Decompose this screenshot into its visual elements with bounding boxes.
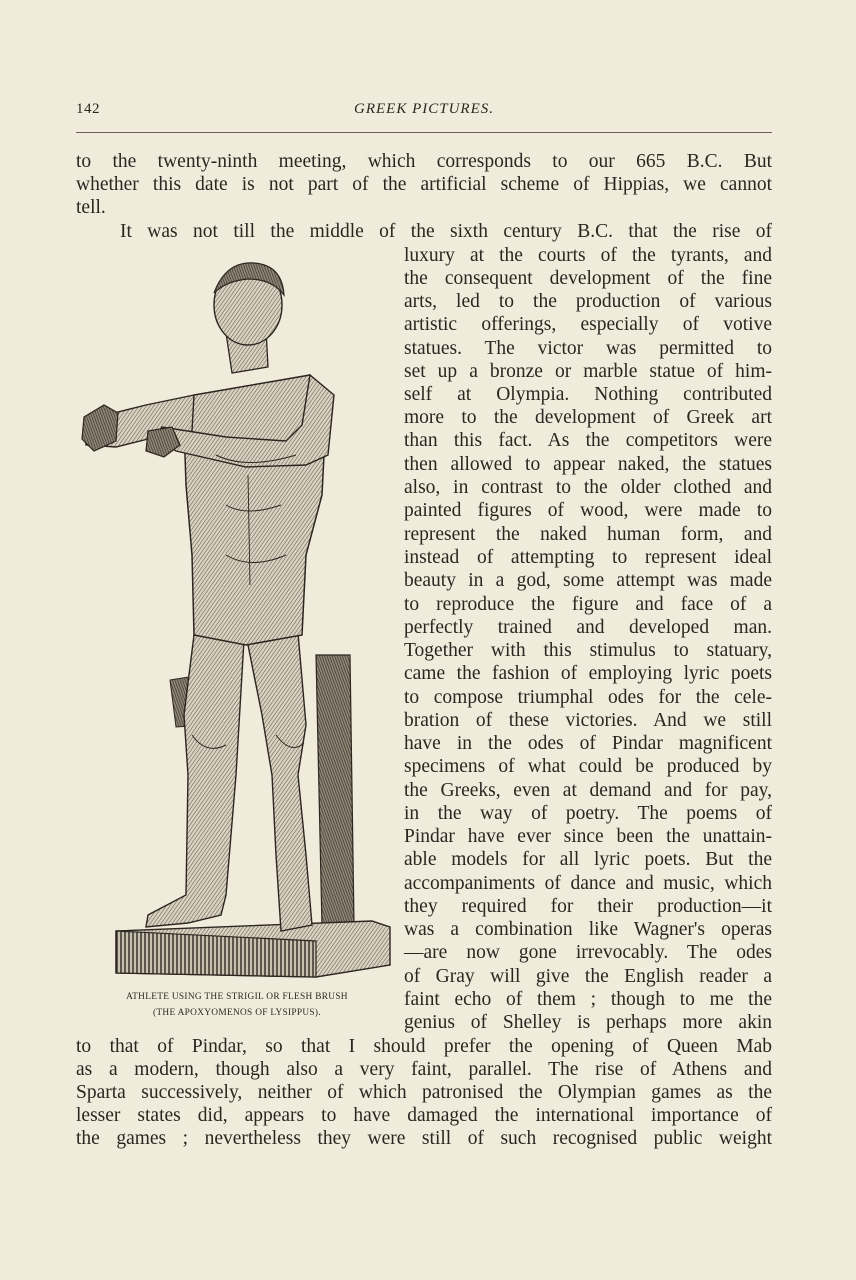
body-line: than this fact. As the competitors were [404, 430, 772, 451]
body-line: whether this date is not part of the artificial scheme of Hippias, we cannot [76, 174, 772, 195]
body-line: able models for all lyric poets. But the [404, 849, 772, 870]
body-line: represent the naked human form, and [404, 524, 772, 545]
body-line: faint echo of them ; though to me the [404, 989, 772, 1010]
body-line: also, in contrast to the older clothed and [404, 477, 772, 498]
body-line: bration of these victories. And we still [404, 710, 772, 731]
running-title: GREEK PICTURES. [354, 101, 494, 117]
body-line: self at Olympia. Nothing contributed [404, 384, 772, 405]
body-line: to that of Pindar, so that I should prefer the opening of Queen Mab [76, 1036, 772, 1057]
statue-shading [82, 263, 390, 977]
body-line: in the way of poetry. The poems of [404, 803, 772, 824]
caption-line: ATHLETE USING THE STRIGIL OR FLESH BRUSH [126, 992, 348, 1002]
body-line: lesser states did, appears to have damaged the international importance of [76, 1105, 772, 1126]
page-number: 142 [76, 101, 100, 117]
statue-engraving [76, 255, 396, 985]
body-line: as a modern, though also a very faint, parallel. The rise of Athens and [76, 1059, 772, 1080]
body-line: luxury at the courts of the tyrants, and [404, 245, 772, 266]
body-line: set up a bronze or marble statue of him- [404, 361, 772, 382]
body-line: arts, led to the production of various [404, 291, 772, 312]
body-line: accompaniments of dance and music, which [404, 873, 772, 894]
body-line: perfectly trained and developed man. [404, 617, 772, 638]
body-line: was a combination like Wagner's operas [404, 919, 772, 940]
body-line: It was not till the middle of the sixth century B.C. that the rise of [120, 221, 772, 242]
body-line: —are now gone irrevocably. The odes [404, 942, 772, 963]
body-line: specimens of what could be produced by [404, 756, 772, 777]
caption-line: (THE APOXYOMENOS OF LYSIPPUS). [153, 1008, 321, 1018]
body-line: artistic offerings, especially of votive [404, 314, 772, 335]
body-line: Sparta successively, neither of which patronised the Olympian games as the [76, 1082, 772, 1103]
body-line: instead of attempting to represent ideal [404, 547, 772, 568]
body-line: have in the odes of Pindar magnificent [404, 733, 772, 754]
body-line: the games ; nevertheless they were still of such recognised public weight [76, 1128, 772, 1149]
body-line: to compose triumphal odes for the cele- [404, 687, 772, 708]
body-line: came the fashion of employing lyric poets [404, 663, 772, 684]
body-line: of Gray will give the English reader a [404, 966, 772, 987]
body-line: the Greeks, even at demand and for pay, [404, 780, 772, 801]
body-line: to reproduce the figure and face of a [404, 594, 772, 615]
figure-caption [78, 989, 396, 1021]
body-line: tell. [76, 197, 106, 218]
body-line: beauty in a god, some attempt was made [404, 570, 772, 591]
body-line: Pindar have ever since been the unattain- [404, 826, 772, 847]
running-head [76, 101, 772, 123]
body-line: then allowed to appear naked, the statues [404, 454, 772, 475]
body-line: more to the development of Greek art [404, 407, 772, 428]
body-line: painted figures of wood, were made to [404, 500, 772, 521]
body-line: statues. The victor was permitted to [404, 338, 772, 359]
header-rule [76, 132, 772, 133]
body-line: they required for their production—it [404, 896, 772, 917]
body-line: to the twenty-ninth meeting, which corresponds to our 665 B.C. But [76, 151, 772, 172]
body-line: the consequent development of the fine [404, 268, 772, 289]
body-line: Together with this stimulus to statuary, [404, 640, 772, 661]
body-line: genius of Shelley is perhaps more akin [404, 1012, 772, 1033]
